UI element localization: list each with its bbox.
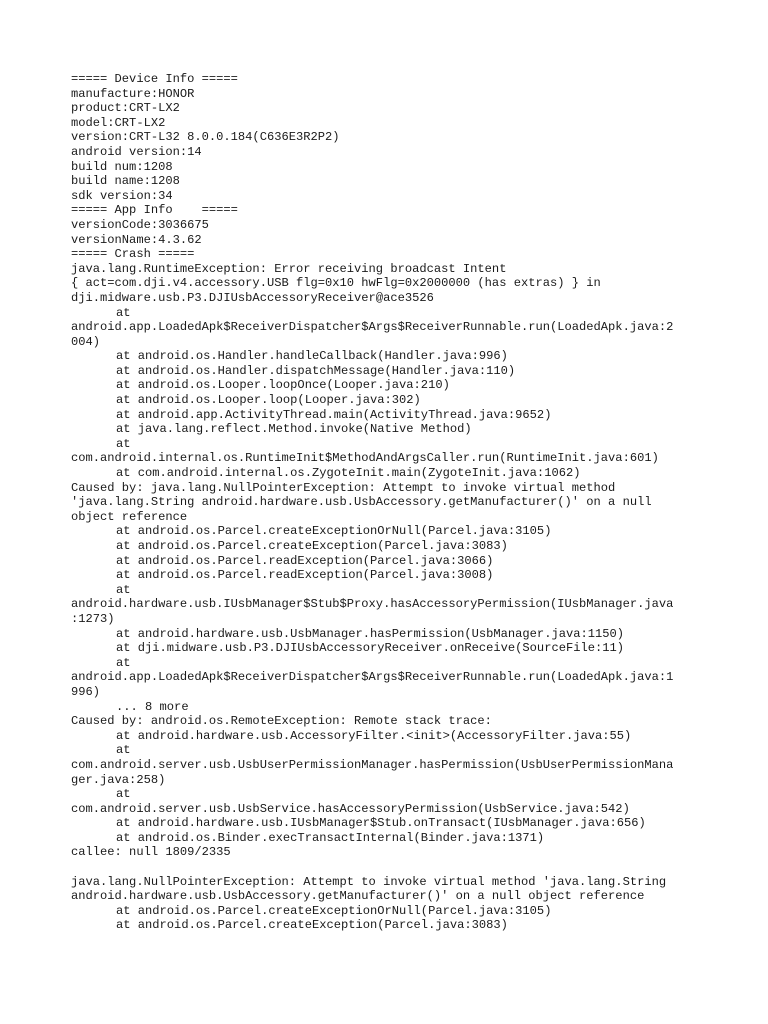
log-line: callee: null 1809/2335 [71,845,231,860]
log-line: at android.os.Binder.execTransactInternal(Binder.java:1371) [116,830,545,845]
log-line: com.android.server.usb.UsbUserPermissionManager.hasPermission(UsbUserPermissionMana [71,757,674,772]
trailing-stack-trace [71,875,711,933]
log-line: at android.os.Parcel.readException(Parcel.java:3066) [116,553,494,568]
log-line: at [116,582,131,597]
log-line: android.hardware.usb.IUsbManager$Stub$Proxy.hasAccessoryPermission(IUsbManager.java [71,597,674,612]
log-line: at android.hardware.usb.IUsbManager$Stub.onTransact(IUsbManager.java:656) [116,816,646,831]
log-line: :1273) [71,611,115,626]
log-line: at java.lang.reflect.Method.invoke(Native Method) [116,422,472,437]
log-line: Caused by: java.lang.NullPointerException: Attempt to invoke virtual method [71,480,616,495]
log-line: 004) [71,334,101,349]
log-line: at android.os.Parcel.createException(Parcel.java:3083) [116,918,508,933]
log-line: object reference [71,509,188,524]
log-line: at android.os.Looper.loop(Looper.java:302) [116,393,421,408]
log-line: android.app.LoadedApk$ReceiverDispatcher$Args$ReceiverRunnable.run(LoadedApk.java:2 [71,320,674,335]
log-line: android.hardware.usb.UsbAccessory.getManufacturer()' on a null object reference [71,889,645,904]
log-line: ger.java:258) [71,772,166,787]
crash-log-document [71,72,711,933]
android-version-line: android version:14 [71,144,202,159]
log-line: Caused by: android.os.RemoteException: Remote stack trace: [71,714,492,729]
manufacture-line: manufacture:HONOR [71,86,195,101]
log-line: at [116,743,131,758]
log-line: java.lang.RuntimeException: Error receiving broadcast Intent [71,261,507,276]
log-line: at com.android.internal.os.ZygoteInit.main(ZygoteInit.java:1062) [116,466,581,481]
crash-stack-trace [71,262,711,860]
product-line: product:CRT-LX2 [71,101,180,116]
log-line: at android.os.Parcel.readException(Parcel.java:3008) [116,568,494,583]
log-line: dji.midware.usb.P3.DJIUsbAccessoryReceiver@ace3526 [71,290,434,305]
log-line: at android.app.ActivityThread.main(ActivityThread.java:9652) [116,407,552,422]
log-line: at android.os.Parcel.createException(Parcel.java:3083) [116,539,508,553]
log-line: java.lang.NullPointerException: Attempt to invoke virtual method 'java.lang.String [71,874,667,889]
sdk-version-line: sdk version:34 [71,188,173,203]
log-line: at [116,436,131,451]
log-line: at android.os.Parcel.createExceptionOrNull(Parcel.java:3105) [116,524,552,539]
device-info-header: ===== Device Info ===== [71,72,238,86]
log-line: ... 8 more [116,699,189,714]
log-line: at [116,305,131,320]
log-line: at [116,655,131,670]
version-name-line: versionName:4.3.62 [71,232,202,247]
log-line: at android.os.Handler.handleCallback(Handler.java:996) [116,349,508,364]
log-line: android.app.LoadedApk$ReceiverDispatcher$Args$ReceiverRunnable.run(LoadedApk.java:1 [71,670,674,685]
log-line: at android.os.Parcel.createExceptionOrNull(Parcel.java:3105) [116,903,552,918]
log-line: 996) [71,684,101,699]
build-num-line: build num:1208 [71,159,173,174]
log-line: at android.os.Looper.loopOnce(Looper.java:210) [116,378,450,393]
log-line: at dji.midware.usb.P3.DJIUsbAccessoryReceiver.onReceive(SourceFile:11) [116,641,625,656]
log-line: at android.hardware.usb.UsbManager.hasPermission(UsbManager.java:1150) [116,626,625,641]
log-line: at android.os.Handler.dispatchMessage(Handler.java:110) [116,363,516,378]
log-line: at [116,787,131,802]
build-name-line: build name:1208 [71,174,180,189]
version-line: version:CRT-L32 8.0.0.184(C636E3R2P2) [71,130,340,145]
app-info-header: ===== App Info ===== [71,203,238,218]
blank-separator [71,860,711,875]
log-line: 'java.lang.String android.hardware.usb.UsbAccessory.getManufacturer()' on a null [71,495,652,510]
log-line: { act=com.dji.v4.accessory.USB flg=0x10 hwFlg=0x2000000 (has extras) } in [71,276,601,291]
model-line: model:CRT-LX2 [71,115,166,130]
version-code-line: versionCode:3036675 [71,217,209,232]
log-line: at android.hardware.usb.AccessoryFilter.<init>(AccessoryFilter.java:55) [116,728,632,743]
log-line: com.android.internal.os.RuntimeInit$MethodAndArgsCaller.run(RuntimeInit.java:601) [71,451,659,466]
log-line: com.android.server.usb.UsbService.hasAccessoryPermission(UsbService.java:542) [71,801,630,816]
crash-header: ===== Crash ===== [71,247,195,262]
